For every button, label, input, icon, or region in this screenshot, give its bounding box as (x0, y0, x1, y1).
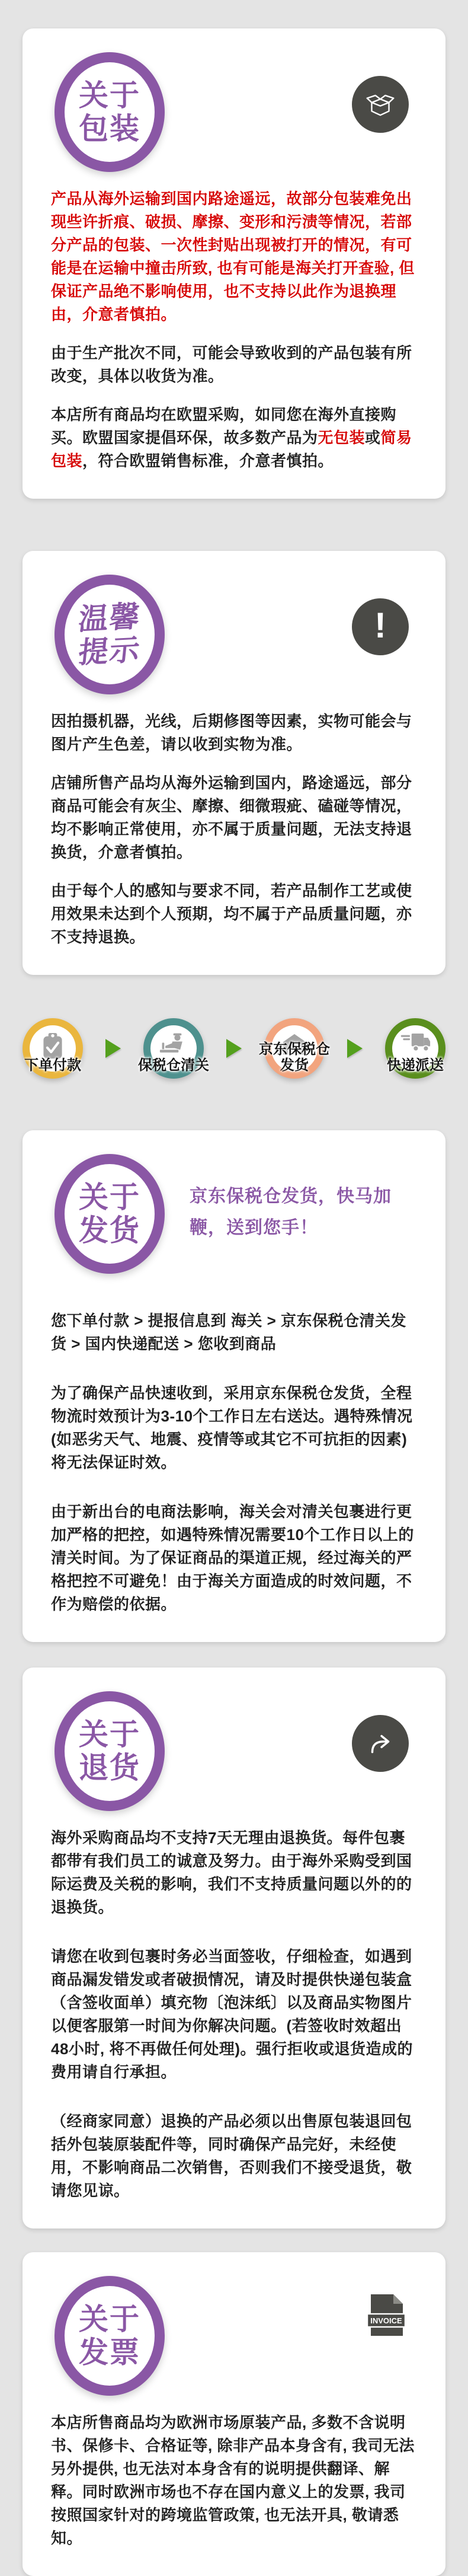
paragraph (51, 2110, 417, 2202)
paragraph (51, 2411, 417, 2550)
text-segment: 无包装 (318, 429, 366, 447)
text-segment: 本店所售商品均为欧洲市场原装产品, 多数不含说明书、保修卡、合格证等, 除非产品本身含有, 我司无法另外提供, 也无法对本身含有的说明提供翻译、解释。同时欧洲市场也不存在国内意义上的发票, 我司按照国家针对的跨境监管政策, 也无法开具, 敬请悉知。 (51, 2414, 415, 2547)
packaging-paragraphs (51, 187, 417, 473)
badge-text: 退货 (79, 1751, 140, 1784)
clipboard-check-icon (40, 1031, 66, 1061)
text-segment: 或 (365, 429, 381, 447)
badge-text: 关于 (79, 79, 140, 112)
paragraph (51, 771, 417, 864)
badge-text: 关于 (79, 1718, 140, 1751)
badge-text: 发票 (79, 2336, 140, 2369)
paragraph (51, 710, 417, 756)
text-segment: 请您在收到包裹时务必当面签收，仔细检查，如遇到商品漏发错发或者破损情况，请及时提供快递包装盒（含签收面单）填充物〔泡沫纸〕以及商品实物图片以便客服第一时间为你解决问题。(若签收时效超出48小时, 将不再做任何处理)。强行拒收或退货造成的费用请自行承担。 (51, 1947, 413, 2081)
invoice-document-icon (366, 2293, 406, 2341)
step-label: 保税仓清关 (138, 1057, 209, 1074)
text-segment: 本店所有商品均在欧盟采购，如同您在海外直接购买。欧盟国家提倡环保，故多数产品为 (51, 406, 397, 447)
paragraph (51, 879, 417, 949)
arrow-right-icon (347, 1039, 363, 1058)
arrow-right-icon (226, 1039, 242, 1058)
text-segment: 简易包装 (51, 429, 412, 470)
badge-text: 关于 (79, 2303, 140, 2336)
tips-badge (55, 575, 165, 694)
paragraph (51, 1382, 417, 1474)
badge-text: 发货 (79, 1214, 140, 1247)
text-segment: 产品从海外运输到国内路途遥远，故部分包装难免出现些许折痕、破损、摩擦、变形和污渍等情况，若部分产品的包装、一次性封贴出现被打开的情况，有可能是在运输中撞击所致, 也有可能是海关打开查验, 但保证产品绝不影响使用，也不支持以此作为退换理由，介意者慎拍。 (51, 190, 415, 323)
text-segment: 由于生产批次不同，可能会导致收到的产品包装有所改变，具体以收货为准。 (51, 344, 412, 385)
badge-text: 关于 (79, 1181, 140, 1214)
card-shipping-header (51, 1154, 417, 1274)
paragraph (51, 1309, 417, 1356)
step-label: 京东保税仓 发货 (259, 1041, 330, 1074)
invoice-label: INVOICE (370, 2316, 402, 2325)
shipping-badge (55, 1154, 165, 1274)
text-segment: ，符合欧盟销售标准，介意者慎拍。 (82, 452, 334, 470)
card-tips (23, 551, 445, 975)
returns-badge (55, 1691, 165, 1811)
logistics-steps (23, 1018, 445, 1079)
card-packaging (23, 28, 445, 499)
text-segment: 由于每个人的感知与要求不同，若产品制作工艺或使用效果未达到个人预期，均不属于产品质量问题，亦不支持退换。 (51, 882, 412, 946)
step-order-pay (23, 1018, 83, 1079)
tips-paragraphs (51, 710, 417, 949)
open-box-icon (352, 76, 409, 133)
step-label: 快递派送 (387, 1057, 444, 1074)
shipping-paragraphs (51, 1309, 417, 1616)
card-invoice-header (51, 2276, 417, 2396)
card-packaging-header (51, 52, 417, 172)
badge-text: 提示 (76, 633, 143, 669)
returns-paragraphs (51, 1826, 417, 2202)
card-invoice (23, 2252, 445, 2576)
text-segment: 海外采购商品均不支持7天无理由退换货。每件包裹都带有我们员工的诚意及努力。由于海外采购受到国际运费及关税的影响，我们不支持质量问题以外的的退换货。 (51, 1829, 412, 1916)
text-segment: （经商家同意）退换的产品必须以出售原包装退回包括外包装原装配件等，同时确保产品完好，未经使用，不影响商品二次销售，否则我们不接受退货，敬请您见谅。 (51, 2112, 412, 2199)
exclamation-icon: ! (352, 598, 409, 655)
delivery-truck-icon (400, 1031, 431, 1055)
text-segment: 由于新出台的电商法影响，海关会对清关包裹进行更加严格的把控，如遇特殊情况需要10个工作日以上的清关时间。为了保证商品的渠道正规，经过海关的严格把控不可避免！由于海关方面造成的时效问题，不作为赔偿的依据。 (51, 1503, 414, 1613)
badge-text: 包装 (79, 112, 140, 145)
paragraph (51, 342, 417, 388)
card-tips-header (51, 575, 417, 694)
text-segment: 店铺所售产品均从海外运输到国内，路途遥远，部分商品可能会有灰尘、摩擦、细微瑕疵、磕碰等情况，均不影响正常使用，亦不属于质量问题，无法支持退换货，介意者慎拍。 (51, 774, 412, 861)
card-returns-header (51, 1691, 417, 1811)
paragraph (51, 403, 417, 473)
invoice-paragraphs (51, 2411, 417, 2550)
invoice-badge (55, 2276, 165, 2396)
card-shipping (23, 1130, 445, 1642)
customs-officer-icon (159, 1031, 188, 1057)
text-segment: 因拍摄机器，光线，后期修图等因素，实物可能会与图片产生色差，请以收到实物为准。 (51, 712, 412, 753)
step-bonded-customs (138, 1018, 209, 1079)
step-jd-warehouse-ship (259, 1018, 330, 1079)
arrow-right-icon (105, 1039, 121, 1058)
step-label: 下单付款 (24, 1057, 81, 1074)
text-segment: 为了确保产品快速收到，采用京东保税仓发货，全程物流时效预计为3-10个工作日左右送达。遇特殊情况(如恶劣天气、地震、疫情等或其它不可抗拒的因素)将无法保证时效。 (51, 1384, 413, 1471)
paragraph (51, 187, 417, 326)
return-arrow-icon (352, 1715, 409, 1772)
step-courier-delivery (385, 1018, 445, 1079)
paragraph (51, 1500, 417, 1616)
packaging-badge (55, 52, 165, 172)
shipping-headline: 京东保税仓发货，快马加鞭，送到您手！ (190, 1187, 392, 1238)
paragraph (51, 1945, 417, 2084)
card-returns (23, 1668, 445, 2229)
badge-text: 温馨 (76, 600, 143, 636)
text-segment: 您下单付款 > 提报信息到 海关 > 京东保税仓清关发货 > 国内快递配送 > 您收到商品 (51, 1312, 406, 1353)
paragraph (51, 1826, 417, 1919)
